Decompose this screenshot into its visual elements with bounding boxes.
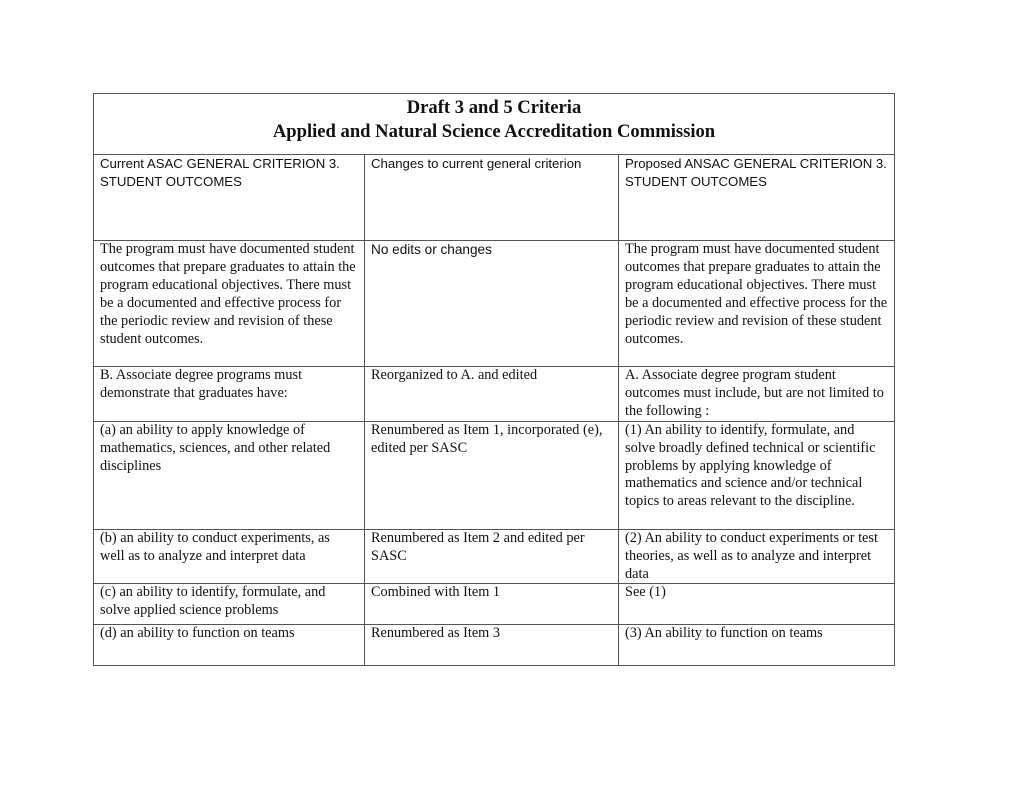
cell-proposed: A. Associate degree program student outcomes must include, but are not limited to the following : — [619, 367, 895, 422]
criteria-table — [93, 93, 895, 666]
table-row — [94, 421, 895, 529]
cell-current: (c) an ability to identify, formulate, and solve applied science problems — [94, 584, 365, 625]
table-row — [94, 584, 895, 625]
header-current: Current ASAC GENERAL CRITERION 3. STUDENT OUTCOMES — [94, 155, 365, 241]
document-title — [94, 94, 895, 155]
table-row — [94, 241, 895, 367]
cell-changes: Renumbered as Item 1, incorporated (e), edited per SASC — [365, 421, 619, 529]
cell-proposed: The program must have documented student outcomes that prepare graduates to attain the program educational objectives. There must be a documented and effective process for the periodic review and revision of these student outcomes. — [619, 241, 895, 367]
cell-changes: No edits or changes — [365, 241, 619, 367]
header-changes: Changes to current general criterion — [365, 155, 619, 241]
cell-current: The program must have documented student outcomes that prepare graduates to attain the program educational objectives. There must be a documented and effective process for the periodic review and revision of these student outcomes. — [94, 241, 365, 367]
table-row — [94, 625, 895, 666]
title-line-1: Draft 3 and 5 Criteria — [406, 97, 582, 118]
cell-proposed: See (1) — [619, 584, 895, 625]
cell-changes: Renumbered as Item 2 and edited per SASC — [365, 529, 619, 584]
cell-changes: Renumbered as Item 3 — [365, 625, 619, 666]
cell-current: B. Associate degree programs must demonstrate that graduates have: — [94, 367, 365, 422]
table-row — [94, 529, 895, 584]
cell-changes: Combined with Item 1 — [365, 584, 619, 625]
title-line-2: Applied and Natural Science Accreditation Commission — [272, 121, 716, 142]
table-row — [94, 367, 895, 422]
cell-proposed: (3) An ability to function on teams — [619, 625, 895, 666]
cell-current: (b) an ability to conduct experiments, as well as to analyze and interpret data — [94, 529, 365, 584]
header-proposed: Proposed ANSAC GENERAL CRITERION 3. STUDENT OUTCOMES — [619, 155, 895, 241]
title-row — [94, 94, 895, 155]
header-row — [94, 155, 895, 241]
cell-changes: Reorganized to A. and edited — [365, 367, 619, 422]
cell-current: (a) an ability to apply knowledge of mathematics, sciences, and other related disciplines — [94, 421, 365, 529]
cell-current: (d) an ability to function on teams — [94, 625, 365, 666]
cell-proposed: (1) An ability to identify, formulate, and solve broadly defined technical or scientific problems by applying knowledge of mathematics and science and/or technical topics to areas relevant to the discipline. — [619, 421, 895, 529]
cell-proposed: (2) An ability to conduct experiments or test theories, as well as to analyze and interpret data — [619, 529, 895, 584]
